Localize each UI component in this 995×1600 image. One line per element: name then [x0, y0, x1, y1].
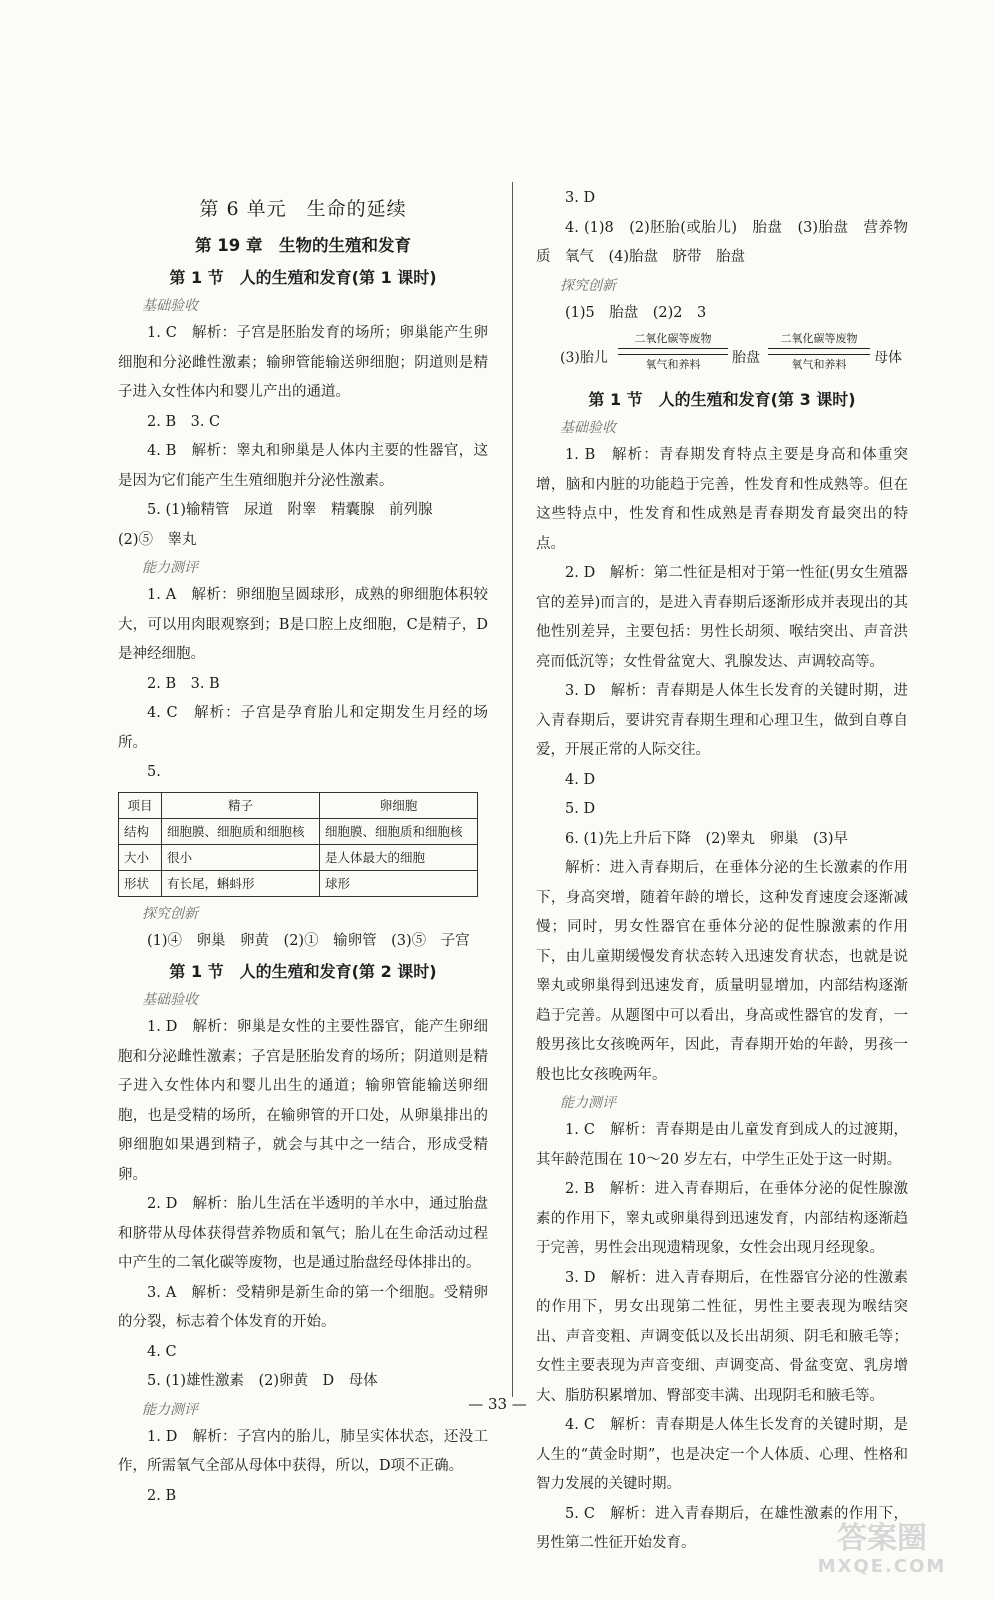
table-cell: 大小 — [119, 844, 162, 870]
tag-nengli: 能力测评 — [142, 560, 198, 576]
answer-text: 4. D — [565, 771, 596, 788]
answer-text: 2. D 解析：胎儿生活在半透明的羊水中，通过胎盘和脐带从母体获得营养物质和氧气；胎儿在生命活动过程中产生的二氧化碳等废物，也是通过胎盘经母体排出的。 — [118, 1196, 488, 1271]
answer-text: 6. (1)先上升后下降 (2)睾丸 卵巢 (3)早 — [565, 830, 849, 847]
table-cell: 球形 — [320, 870, 478, 896]
sperm-egg-comparison-table — [118, 792, 478, 897]
tag-nengli: 能力测评 — [560, 1095, 616, 1111]
answer-text: 2. B 解析：进入青春期后，在垂体分泌的促性腺激素的作用下，睾丸或卵巢得到迅速发育，内部结构逐渐趋于完善，男性会出现遗精现象，女性会出现月经现象。 — [536, 1181, 908, 1256]
answer-text: (1)④ 卵巢 卵黄 (2)① 输卵管 (3)⑤ 子宫 — [147, 932, 470, 949]
watermark-line: MXQE.COM — [817, 1556, 947, 1577]
tag-jichu: 基础验收 — [142, 992, 198, 1008]
answer-text: 3. D 解析：进入青春期后，在性器官分泌的性激素的作用下，男女出现第二性征，男性主要表现为喉结突出、声音变粗、声调变低以及长出胡须、阴毛和腋毛等；女性主要表现为声音变细、声调变高、骨盆变宽、乳房增大、脂肪积累增加、臀部变丰满、出现阴毛和腋毛等。 — [536, 1269, 908, 1404]
fetus-placenta-mother-diagram — [536, 330, 908, 380]
diagram-fetus-label: (3)胎儿 — [560, 350, 608, 366]
arrow-left-icon — [618, 354, 728, 355]
diagram-arrow-label: 氧气和养料 — [645, 358, 701, 371]
diagram-arrow-label: 二氧化碳等废物 — [634, 332, 712, 345]
answer-text: 4. (1)8 (2)胚胎(或胎儿) 胎盘 (3)胎盘 营养物质 氧气 (4)胎盘 脐带 胎盘 — [536, 219, 908, 265]
answer-text: 解析：进入青春期后，在垂体分泌的生长激素的作用下，身高突增，随着年龄的增长，这种发育速度会逐渐减慢；同时，男女性器官在垂体分泌的促性腺激素的作用下，由儿童期缓慢发育状态转入迅速发育状态，也就是说睾丸或卵巢得到迅速发育，质量明显增加，内部结构逐渐趋于完善。从题图中可以看出，身高或性器官的发育，一般男孩比女孩晚两年，因此，青春期开始的年龄，男孩一般也比女孩晚两年。 — [536, 860, 908, 1083]
tag-jichu: 基础验收 — [560, 420, 616, 436]
answer-text: 1. D 解析：卵巢是女性的主要性器官，能产生卵细胞和分泌雌性激素；子宫是胚胎发育的场所；阴道则是精子进入女性体内和婴儿出生的通道；输卵管能输送卵细胞，也是受精的场所，在输卵管的开口处，从卵巢排出的卵细胞如果遇到精子，就会与其中之一结合，形成受精卵。 — [118, 1019, 488, 1183]
table-row — [119, 818, 478, 844]
section-title-1: 第 1 节 人的生殖和发育(第 1 课时) — [169, 268, 437, 287]
answer-text: 1. C 解析：青春期是由儿童发育到成人的过渡期，其年龄范围在 10～20 岁左右，中学生正处于这一时期。 — [536, 1122, 908, 1168]
answer-text: 3. D 解析：青春期是人体生长发育的关键时期，进入青春期后，要讲究青春期生理和心理卫生，做到自尊自爱，开展正常的人际交往。 — [536, 683, 908, 758]
unit-title: 第 6 单元 生命的延续 — [199, 198, 407, 220]
table-cell: 结构 — [119, 818, 162, 844]
tag-nengli: 能力测评 — [142, 1401, 198, 1418]
diagram-mother-label: 母体 — [874, 350, 902, 366]
answer-text: 1. B 解析：青春期发育特点主要是身高和体重突增，脑和内脏的功能趋于完善，性发育和性成熟等。但在这些特点中，性发育和性成熟是青春期发育最突出的特点。 — [536, 447, 908, 552]
diagram-placenta-label: 胎盘 — [732, 350, 760, 366]
answer-text: 5. (1)雄性激素 (2)卵黄 D 母体 — [147, 1373, 378, 1389]
answer-text: 2. B 3. B — [147, 675, 220, 692]
answer-text: 1. A 解析：卵细胞呈圆球形，成熟的卵细胞体积较大，可以用肉眼观察到；B是口腔上皮细胞，C是精子，D是神经细胞。 — [118, 587, 488, 662]
chapter-title: 第 19 章 生物的生殖和发育 — [195, 236, 411, 255]
answer-text: 4. C 解析：子宫是孕育胎儿和定期发生月经的场所。 — [118, 705, 488, 751]
watermark-logo — [807, 1522, 957, 1582]
table-row — [119, 870, 478, 896]
answer-text: 5. C 解析：进入青春期后，在雄性激素的作用下，男性第二性征开始发育。 — [536, 1505, 908, 1551]
answer-text: 1. D 解析：子宫内的胎儿，肺呈实体状态，还没工作，所需氧气全部从母体中获得，所以，D项不正确。 — [118, 1428, 488, 1474]
table-cell: 细胞膜、细胞质和细胞核 — [320, 818, 478, 844]
table-cell: 是人体最大的细胞 — [320, 844, 478, 870]
arrow-left-icon — [768, 354, 870, 355]
table-row — [119, 844, 478, 870]
page-number: — 33 — — [468, 1395, 527, 1413]
table-cell: 很小 — [162, 844, 320, 870]
answer-text: 3. D — [565, 190, 596, 206]
table-header-cell: 精子 — [162, 792, 320, 818]
tag-jichu: 基础验收 — [142, 298, 198, 314]
answer-text: (2)⑤ 睾丸 — [118, 531, 197, 548]
left-column — [118, 184, 488, 1511]
table-header-row — [119, 792, 478, 818]
diagram-arrow-label: 二氧化碳等废物 — [780, 332, 858, 345]
table-cell: 形状 — [119, 870, 162, 896]
answer-text: 1. C 解析：子宫是胚胎发育的场所；卵巢能产生卵细胞和分泌雌性激素；输卵管能输送卵细胞；阴道则是精子进入女性体内和婴儿产出的通道。 — [118, 325, 488, 400]
answer-text: 5. D — [565, 801, 596, 817]
table-cell: 有长尾，蝌蚪形 — [162, 870, 320, 896]
answer-text: 2. D 解析：第二性征是相对于第一性征(男女生殖器官的差异)而言的，是进入青春期后逐渐形成并表现出的其他性别差异，主要包括：男性长胡须、喉结突出、声音洪亮而低沉等；女性骨盆宽大、乳腺发达、声调较高等。 — [536, 565, 908, 670]
answer-text: 5. — [147, 764, 161, 780]
answer-text: 5. (1)输精管 尿道 附睾 精囊腺 前列腺 — [147, 502, 433, 518]
answer-text: 3. A 解析：受精卵是新生命的第一个细胞。受精卵的分裂，标志着个体发育的开始。 — [118, 1284, 488, 1330]
answer-text: 2. B 3. C — [147, 413, 221, 430]
tag-tanjiu: 探究创新 — [142, 905, 198, 922]
column-divider — [512, 182, 513, 1397]
answer-text: 2. B — [147, 1487, 177, 1504]
diagram-arrow-label: 氧气和养料 — [791, 358, 847, 371]
table-header-cell: 项目 — [119, 792, 162, 818]
arrow-right-icon — [768, 348, 870, 349]
watermark-line: 答案圈 — [837, 1521, 927, 1556]
answer-text: 4. C 解析：青春期是人体生长发育的关键时期，是人生的“黄金时期”，也是决定一个人体质、心理、性格和智力发展的关键时期。 — [536, 1417, 908, 1492]
tag-tanjiu: 探究创新 — [560, 277, 616, 294]
right-column — [536, 184, 908, 1559]
section-title-3: 第 1 节 人的生殖和发育(第 3 课时) — [588, 390, 856, 409]
table-header-cell: 卵细胞 — [320, 792, 478, 818]
arrow-right-icon — [618, 348, 728, 349]
answer-text: 4. C — [147, 1343, 177, 1360]
table-cell: 细胞膜、细胞质和细胞核 — [162, 818, 320, 844]
answer-text: 4. B 解析：睾丸和卵巢是人体内主要的性器官，这是因为它们能产生生殖细胞并分泌性激素。 — [118, 443, 488, 489]
answer-text: (1)5 胎盘 (2)2 3 — [565, 304, 707, 321]
section-title-2: 第 1 节 人的生殖和发育(第 2 课时) — [169, 962, 437, 981]
